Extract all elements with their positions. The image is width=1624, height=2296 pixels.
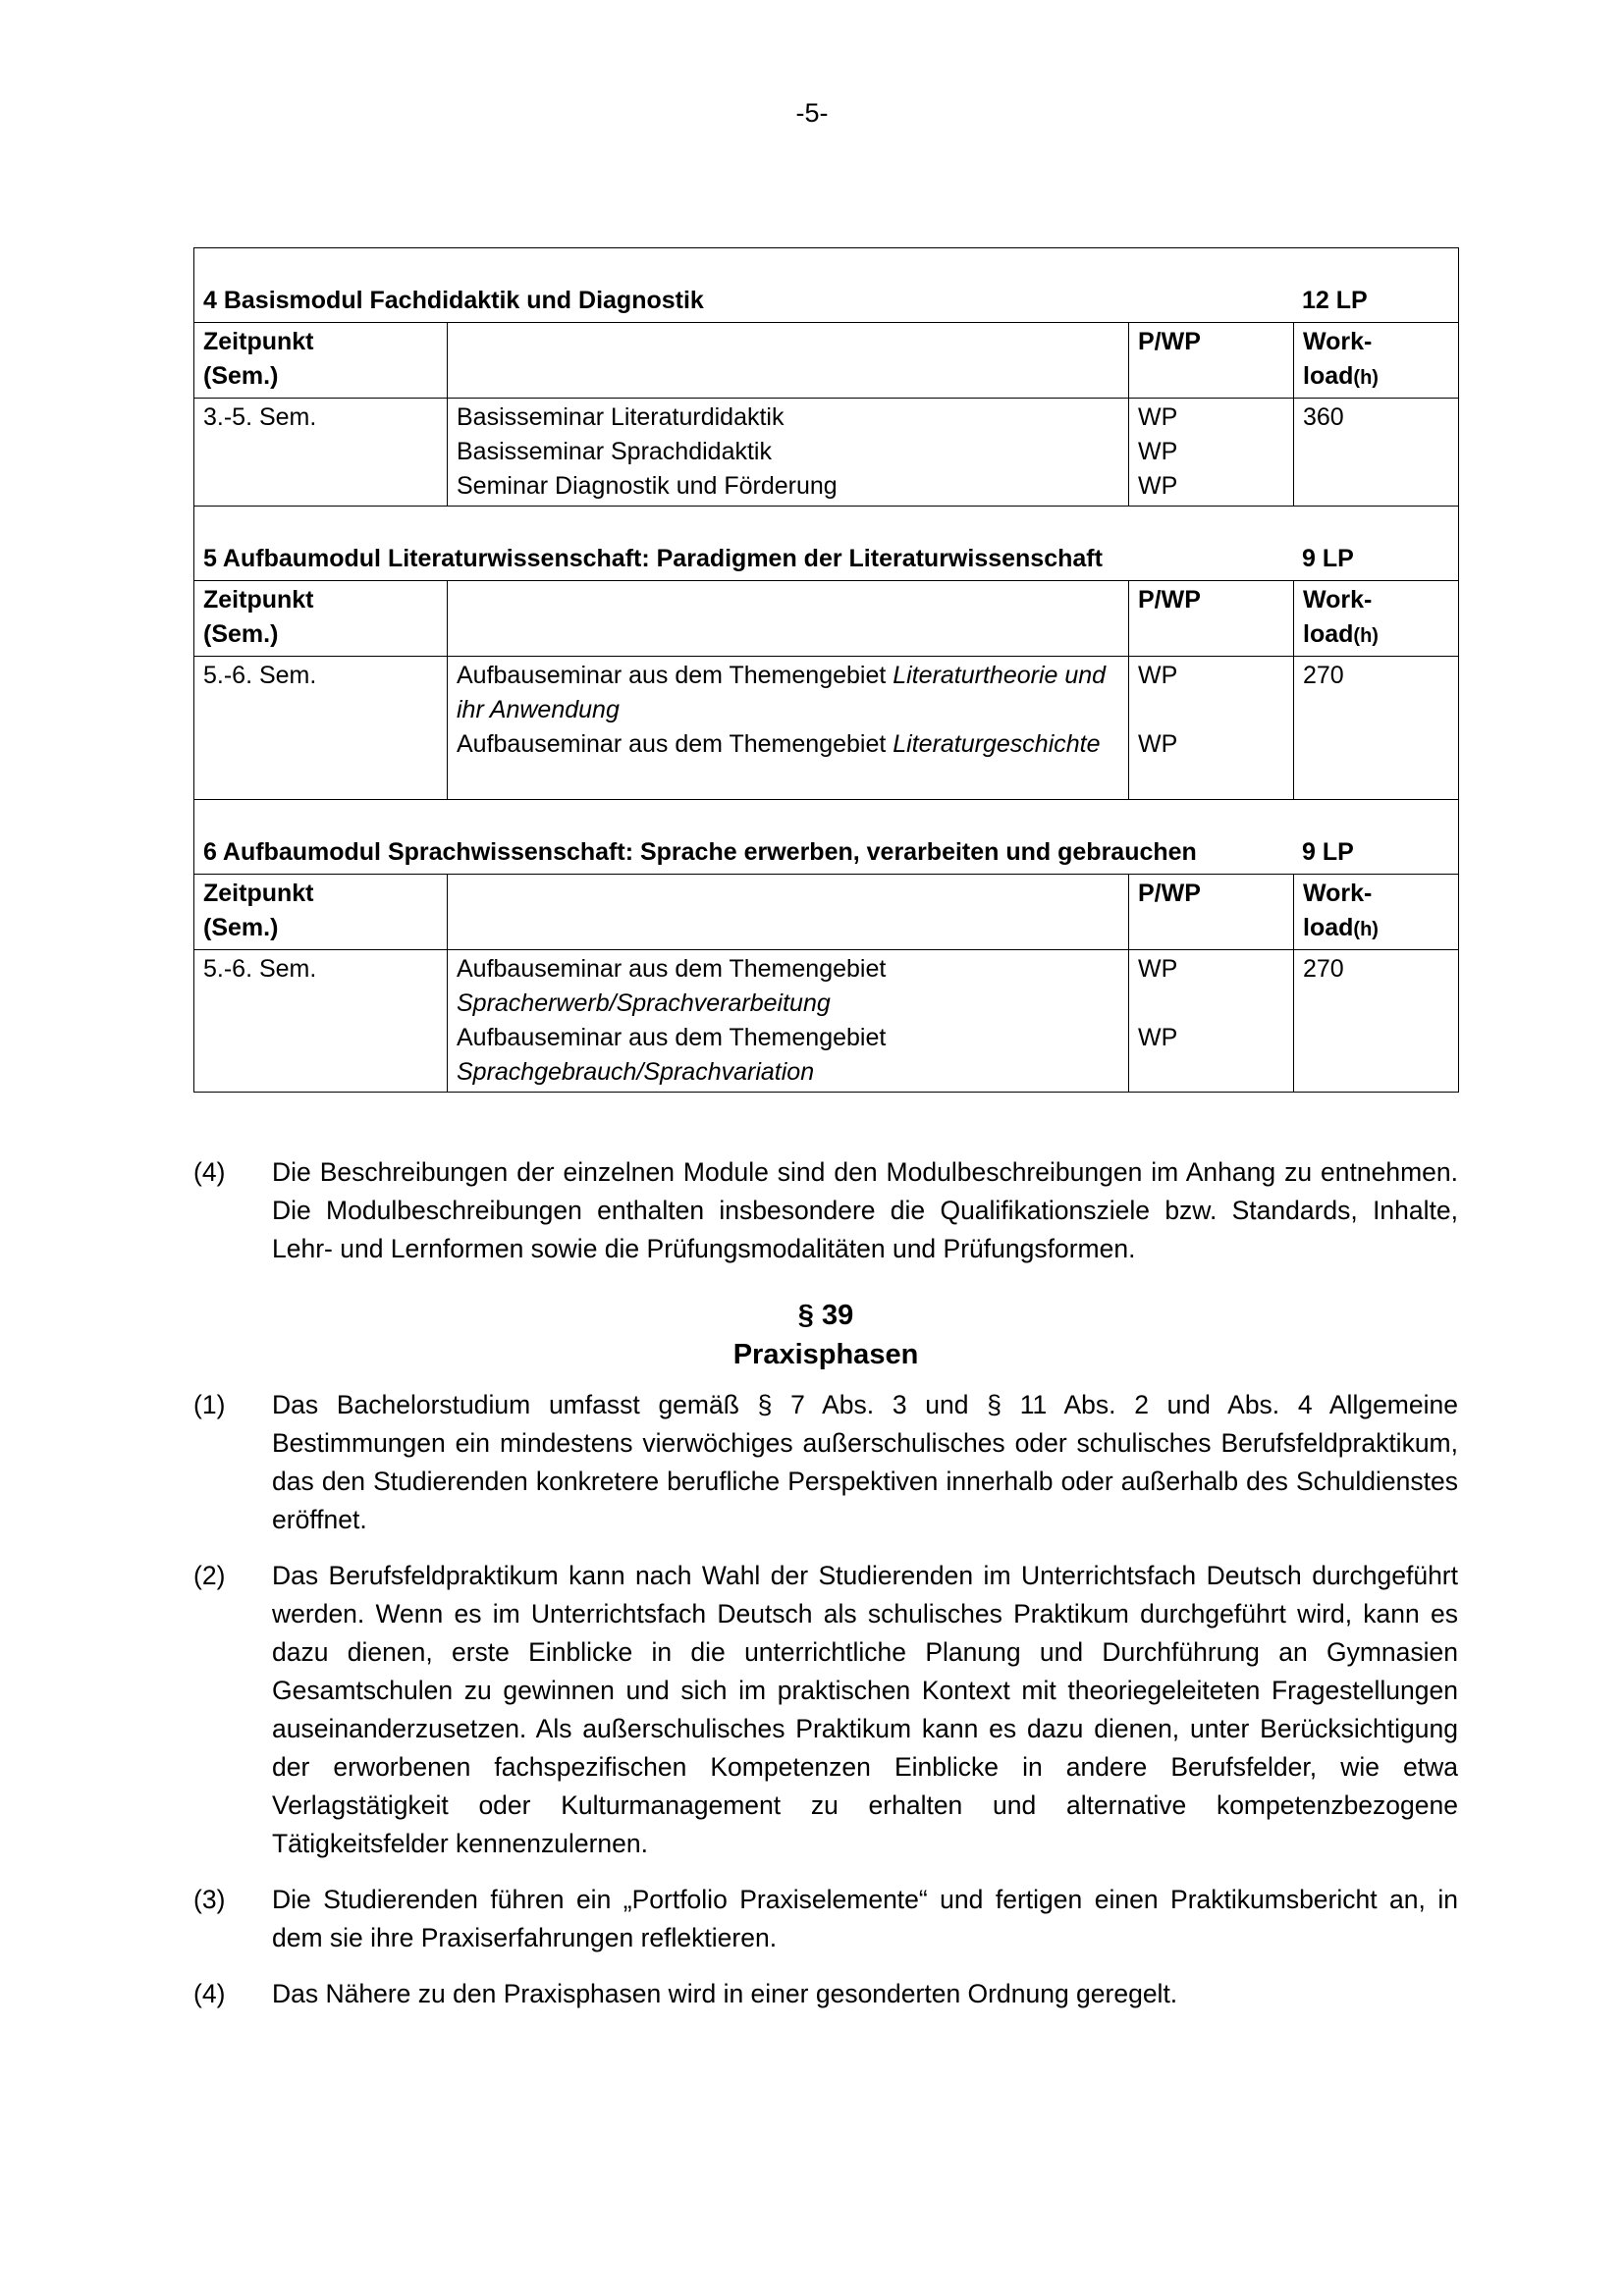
header-zeitpunkt: [194, 875, 448, 950]
section-39: [193, 1296, 1458, 2031]
seminar-text: Aufbauseminar aus dem Themengebiet: [457, 955, 887, 983]
paragraph-number: (2): [193, 1561, 226, 1590]
pwp-value: WP: [1138, 403, 1178, 431]
header-unit-label: (h): [1353, 919, 1379, 940]
header-sem-label: (Sem.): [203, 362, 279, 390]
module-lp: 9 LP: [1302, 545, 1354, 572]
header-zeitpunkt: [194, 581, 448, 657]
seminar-text: Aufbauseminar aus dem Themengebiet: [457, 662, 893, 689]
module-data-row: [194, 657, 1459, 800]
module-name: 6 Aufbaumodul Sprachwissenschaft: Sprache erwerben, verarbeiten und gebrauchen: [203, 838, 1197, 866]
cell-seminars: [448, 399, 1129, 507]
header-load-label: load: [1303, 620, 1354, 648]
cell-workload: 270: [1294, 657, 1459, 800]
module-title: [194, 248, 1459, 323]
module-title-row: [194, 507, 1459, 581]
cell-zeitpunkt: 5.-6. Sem.: [194, 657, 448, 800]
header-workload-label: Work-: [1303, 880, 1373, 907]
seminar-text: Aufbauseminar aus dem Themengebiet: [457, 730, 893, 758]
header-zeitpunkt-label: Zeitpunkt: [203, 880, 314, 907]
header-workload-label: Work-: [1303, 586, 1373, 614]
cell-seminars: [448, 950, 1129, 1093]
seminar-topic: Literaturtheorie und ihr Anwendung: [457, 662, 1107, 723]
header-workload: [1294, 875, 1459, 950]
pwp-value: WP: [1138, 472, 1178, 500]
module-title-row: [194, 248, 1459, 323]
paragraph-number: (1): [193, 1390, 226, 1419]
module-data-row: [194, 399, 1459, 507]
paragraph-text: Die Studierenden führen ein „Portfolio Praxiselemente“ und fertigen einen Praktikumsbericht an, in dem sie ihre Praxiserfahrungen reflektieren.: [272, 1885, 1458, 1952]
module-title: [194, 800, 1459, 875]
module-header-row: [194, 581, 1459, 657]
header-empty: [448, 875, 1129, 950]
paragraph-text: Das Nähere zu den Praxisphasen wird in einer gesonderten Ordnung geregelt.: [272, 1979, 1178, 2008]
header-pwp: P/WP: [1129, 875, 1294, 950]
module-title-row: [194, 800, 1459, 875]
header-zeitpunkt-label: Zeitpunkt: [203, 586, 314, 614]
seminar-item: Basisseminar Literaturdidaktik: [457, 403, 785, 431]
paragraph-number: (4): [193, 1979, 226, 2008]
section-title: Praxisphasen: [732, 1339, 919, 1370]
paragraph-4: [193, 1975, 1458, 2013]
module-header-row: [194, 323, 1459, 399]
pwp-value: WP: [1138, 955, 1178, 983]
header-unit-label: (h): [1353, 367, 1379, 389]
page-number: -5-: [795, 98, 829, 128]
module-lp: 12 LP: [1302, 287, 1368, 314]
pwp-value: WP: [1138, 1024, 1178, 1051]
paragraph-block-38: [193, 1153, 1458, 1286]
paragraph-text: Die Beschreibungen der einzelnen Module sind den Modulbeschreibungen im Anhang zu entnehmen. Die Modulbeschreibungen enthalten insbesondere die Qualifikationsziele bzw. Standards, Inhalte, Lehr- und Lernformen sowie die Prüfungsmodalitäten und Prüfungsformen.: [272, 1157, 1458, 1263]
cell-pwp: [1129, 657, 1294, 800]
header-zeitpunkt: [194, 323, 448, 399]
module-lp: 9 LP: [1302, 838, 1354, 866]
cell-zeitpunkt: 5.-6. Sem.: [194, 950, 448, 1093]
header-load-label: load: [1303, 914, 1354, 941]
header-sem-label: (Sem.): [203, 914, 279, 941]
pwp-value: WP: [1138, 662, 1178, 689]
seminar-topic: Literaturgeschichte: [893, 730, 1101, 758]
header-workload: [1294, 323, 1459, 399]
seminar-text: Aufbauseminar aus dem Themengebiet: [457, 1024, 887, 1051]
header-workload-label: Work-: [1303, 328, 1373, 355]
paragraph-3: [193, 1881, 1458, 1957]
module-title: [194, 507, 1459, 581]
section-number: § 39: [797, 1300, 854, 1331]
module-name: 5 Aufbaumodul Literaturwissenschaft: Paradigmen der Literaturwissenschaft: [203, 545, 1103, 572]
header-sem-label: (Sem.): [203, 620, 279, 648]
header-workload: [1294, 581, 1459, 657]
paragraph-number: (3): [193, 1885, 226, 1914]
cell-workload: 360: [1294, 399, 1459, 507]
paragraph-1: [193, 1386, 1458, 1539]
header-load-label: load: [1303, 362, 1354, 390]
module-header-row: [194, 875, 1459, 950]
pwp-value: WP: [1138, 730, 1178, 758]
seminar-topic: Spracherwerb/Sprachverarbeitung: [457, 989, 831, 1017]
seminar-topic: Sprachgebrauch/Sprachvariation: [457, 1058, 815, 1086]
module-data-row: [194, 950, 1459, 1093]
header-empty: [448, 323, 1129, 399]
paragraph-2: [193, 1557, 1458, 1863]
seminar-item: Basisseminar Sprachdidaktik: [457, 438, 772, 465]
cell-pwp: [1129, 399, 1294, 507]
header-pwp: P/WP: [1129, 581, 1294, 657]
paragraph-number: (4): [193, 1157, 226, 1187]
seminar-item: [457, 659, 1119, 727]
header-unit-label: (h): [1353, 625, 1379, 647]
cell-zeitpunkt: 3.-5. Sem.: [194, 399, 448, 507]
cell-pwp: [1129, 950, 1294, 1093]
module-table: [193, 247, 1459, 1093]
paragraph-text: Das Berufsfeldpraktikum kann nach Wahl der Studierenden im Unterrichtsfach Deutsch durchgeführt werden. Wenn es im Unterrichtsfach Deutsch als schulisches Praktikum durchgeführt wird, kann es dazu dienen, erste Einblicke in die unterrichtliche Planung und Durchführung an Gymnasien Gesamtschulen zu gewinnen und sich im praktischen Kontext mit theoriegeleiteten Fragestellungen auseinanderzusetzen. Als außerschulisches Praktikum kann es dazu dienen, unter Berücksichtigung der erworbenen fachspezifischen Kompetenzen Einblicke in andere Berufsfelder, wie etwa Verlagstätigkeit oder Kulturmanagement zu erhalten und alternative kompetenzbezogene Tätigkeitsfelder kennenzulernen.: [272, 1561, 1458, 1858]
cell-workload: 270: [1294, 950, 1459, 1093]
seminar-item: Seminar Diagnostik und Förderung: [457, 472, 838, 500]
header-zeitpunkt-label: Zeitpunkt: [203, 328, 314, 355]
header-empty: [448, 581, 1129, 657]
cell-seminars: [448, 657, 1129, 800]
paragraph-text: Das Bachelorstudium umfasst gemäß § 7 Abs. 3 und § 11 Abs. 2 und Abs. 4 Allgemeine Bestimmungen ein mindestens vierwöchiges außerschulisches oder schulisches Berufsfeldpraktikum, das den Studierenden konkretere berufliche Perspektiven innerhalb oder außerhalb des Schuldienstes eröffnet.: [272, 1390, 1458, 1534]
pwp-value: WP: [1138, 438, 1178, 465]
paragraph-4: [193, 1153, 1458, 1268]
seminar-item: [457, 727, 1119, 762]
header-pwp: P/WP: [1129, 323, 1294, 399]
module-name: 4 Basismodul Fachdidaktik und Diagnostik: [203, 287, 704, 314]
